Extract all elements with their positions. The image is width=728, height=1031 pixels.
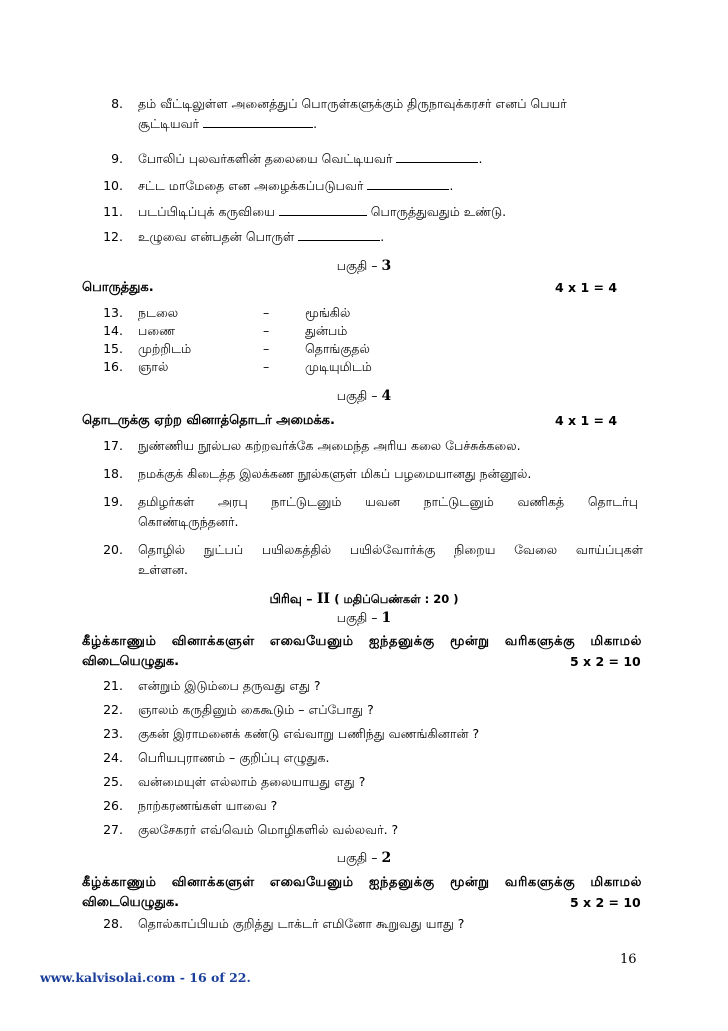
marks-part-4: 4 x 1 = 4	[555, 413, 618, 428]
instruction-match: பொருத்துக.	[82, 280, 154, 295]
instruction-part-1-line1: கீழ்க்காணும் வினாக்களுள் எவையேனும் ஐந்தனுக்கு மூன்று வரிகளுக்கு மிகாமல்	[82, 634, 642, 649]
page-number: 16	[620, 952, 637, 967]
question-24: 24. பெரியபுராணம் – குறிப்பு எழுதுக.	[103, 750, 330, 765]
question-11: 11. படப்பிடிப்புக் கருவியை பொருத்துவதும் உண்டு.	[103, 204, 507, 219]
question-17: 17. நுண்ணிய நூல்பல கற்றவர்க்கே அமைந்த அரிய கலை பேச்சுக்கலை.	[103, 438, 521, 453]
section-title-part-1: பகுதி – 1	[336, 610, 392, 626]
question-28: 28. தொல்காப்பியம் குறித்து டாக்டர் எமினோ கூறுவது யாது ?	[103, 916, 465, 931]
instruction-part-1-line2: விடையெழுதுக.	[82, 654, 180, 669]
marks-part-3: 4 x 1 = 4	[555, 280, 618, 295]
question-10: 10. சட்ட மாமேதை என அழைக்கப்படுபவர் .	[103, 178, 454, 193]
question-26: 26. நாற்கரணங்கள் யாவை ?	[103, 798, 278, 813]
section-title-part-3: பகுதி – 3	[336, 258, 392, 274]
marks-division2-part-2: 5 x 2 = 10	[570, 895, 641, 910]
question-8: 8. தம் வீட்டிலுள்ள அனைத்துப் பொருள்களுக்கும் திருநாவுக்கரசர் எனப் பெயர் சூட்டியவர் .	[111, 96, 567, 131]
instruction-part-2-line1: கீழ்க்காணும் வினாக்களுள் எவையேனும் ஐந்தனுக்கு மூன்று வரிகளுக்கு மிகாமல்	[82, 875, 642, 890]
answer-blank[interactable]	[203, 116, 313, 128]
match-row-16: 16. ஞால் – முடியுமிடம்	[103, 359, 372, 374]
answer-blank[interactable]	[396, 151, 478, 163]
question-12: 12. உழுவை என்பதன் பொருள் .	[103, 229, 385, 244]
division-title: பிரிவு – II ( மதிப்பெண்கள் : 20 )	[269, 591, 459, 607]
source-footer[interactable]: www.kalvisolai.com - 16 of 22.	[40, 970, 251, 985]
answer-blank[interactable]	[367, 178, 449, 190]
match-row-15: 15. முற்றிடம் – தொங்குதல்	[103, 341, 370, 356]
question-25: 25. வன்மையுள் எல்லாம் தலையாயது எது ?	[103, 774, 366, 789]
match-row-13: 13. நடலை – மூங்கில்	[103, 305, 351, 320]
question-20: 20. தொழில் நுட்பப் பயிலகத்தில் பயில்வோர்க்கு நிறைய வேலை வாய்ப்புகள் உள்ளன.	[103, 542, 643, 577]
instruction-frame-question: தொடருக்கு ஏற்ற வினாத்தொடர் அமைக்க.	[82, 413, 335, 428]
section-title-part-4: பகுதி – 4	[336, 388, 392, 404]
instruction-part-2-line2: விடையெழுதுக.	[82, 895, 180, 910]
question-23: 23. குகன் இராமனைக் கண்டு எவ்வாறு பணிந்து வணங்கினான் ?	[103, 726, 480, 741]
section-title-part-2: பகுதி – 2	[336, 850, 392, 866]
answer-blank[interactable]	[279, 204, 367, 216]
question-21: 21. என்றும் இடும்பை தருவது எது ?	[103, 678, 321, 693]
match-row-14: 14. பணை – துன்பம்	[103, 323, 348, 338]
answer-blank[interactable]	[298, 229, 380, 241]
question-22: 22. ஞாலம் கருதினும் கைகூடும் – எப்போது ?	[103, 702, 374, 717]
question-9: 9. போலிப் புலவர்களின் தலையை வெட்டியவர் .	[111, 151, 483, 166]
question-27: 27. குலசேகரர் எவ்வெம் மொழிகளில் வல்லவர். ?	[103, 822, 399, 837]
question-19: 19. தமிழர்கள் அரபு நாட்டுடனும் யவன நாட்டுடனும் வணிகத் தொடர்பு கொண்டிருந்தனர்.	[103, 494, 638, 529]
marks-division2-part-1: 5 x 2 = 10	[570, 654, 641, 669]
question-18: 18. நமக்குக் கிடைத்த இலக்கண நூல்களுள் மிகப் பழமையானது நன்னூல்.	[103, 466, 532, 481]
